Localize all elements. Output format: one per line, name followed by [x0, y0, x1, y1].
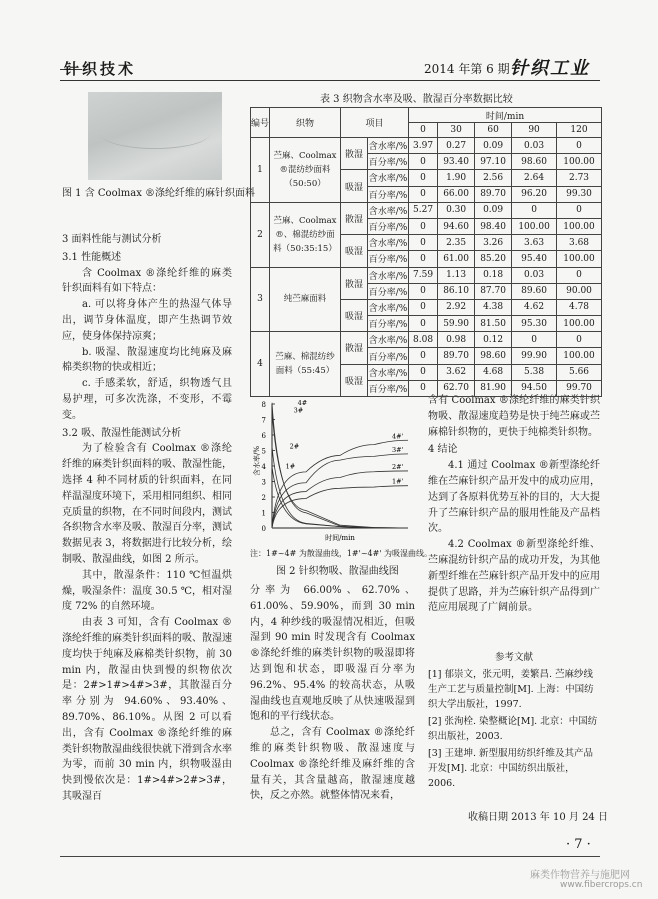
y-tick-label: 6 [261, 432, 266, 440]
value-cell: 95.30 [512, 316, 557, 332]
value-cell: 61.00 [438, 251, 475, 267]
table-row [251, 267, 602, 283]
fabric-name: 苎麻、Coolmax ®混纺纱面料（50:50） [270, 138, 341, 203]
mode-cell: 散湿 [341, 138, 368, 170]
moisture-table [250, 107, 602, 397]
fabric-number: 1 [251, 138, 270, 203]
metric-cell: 含水率/% [368, 364, 409, 380]
value-cell: 0 [557, 138, 602, 154]
series-line [272, 446, 408, 528]
time-header-cell: 90 [512, 123, 557, 138]
moisture-chart [250, 398, 415, 548]
value-cell: 0.12 [475, 332, 512, 348]
value-cell: 94.60 [438, 218, 475, 234]
mode-cell: 吸湿 [341, 235, 368, 267]
value-cell: 89.70 [475, 186, 512, 202]
value-cell: 100.00 [557, 348, 602, 364]
value-cell: 0.09 [475, 202, 512, 218]
y-tick-label: 8 [261, 401, 266, 409]
value-cell: 0.27 [438, 138, 475, 154]
value-cell: 2.92 [438, 299, 475, 315]
value-cell: 100.00 [557, 218, 602, 234]
value-cell: 3.26 [475, 235, 512, 251]
metric-cell: 百分率/% [368, 251, 409, 267]
reference-item: [2] 张洵栓. 染整概论[M]. 北京：中国纺织出版社，2003. [428, 716, 598, 742]
reference-item: [1] 郁崇文，张元明，姜繁昌. 苎麻纱线生产工艺与质量控制[M]. 上海：中国纺织大学出版社，1997. [428, 669, 594, 710]
metric-cell: 含水率/% [368, 138, 409, 154]
value-cell: 4.62 [512, 299, 557, 315]
series-label: 3# [293, 406, 304, 415]
metric-cell: 百分率/% [368, 186, 409, 202]
fabric-name: 纯苎麻面料 [270, 267, 341, 332]
value-cell: 3.63 [512, 235, 557, 251]
value-cell: 0 [409, 251, 438, 267]
paragraph: 分率为 66.00%、62.70%、61.00%、59.90%，而到 30 min 内，4 种纱线的吸湿情况相近，但吸湿到 90 min 时发现含有 Coolmax ®涤纶纤维的麻类针织物的吸湿即将达到饱和状态，即吸湿百分率为 96.2%、95.4% 的较高状态，从吸湿曲线也直观地反映了从快速吸湿到饱和的平行线状态。 [250, 585, 415, 723]
col-time: 时间/min [409, 108, 602, 123]
value-cell: 0 [557, 202, 602, 218]
value-cell: 5.66 [557, 364, 602, 380]
value-cell: 0 [409, 348, 438, 364]
series-label: 4#' [392, 432, 404, 441]
section-heading: 3.1 性能概述 [62, 251, 122, 263]
value-cell: 3.97 [409, 138, 438, 154]
metric-cell: 百分率/% [368, 348, 409, 364]
issue-label: 2014 年第 6 期 [424, 62, 510, 76]
value-cell: 94.50 [512, 380, 557, 396]
value-cell: 0 [409, 170, 438, 186]
value-cell: 0 [409, 186, 438, 202]
value-cell: 4.38 [475, 299, 512, 315]
value-cell: 100.00 [557, 251, 602, 267]
y-tick-label: 2 [261, 494, 266, 502]
table-body [251, 138, 602, 397]
fabric-name: 苎麻、棉混纺纱面料（55:45） [270, 332, 341, 397]
metric-cell: 含水率/% [368, 202, 409, 218]
reference-item: [3] 王建坤. 新型服用纺织纤维及其产品开发[M]. 北京：中国纺织出版社，2006. [428, 748, 594, 789]
value-cell: 99.90 [512, 348, 557, 364]
fabric-number: 2 [251, 202, 270, 267]
table-row [251, 138, 602, 154]
references-title: 参考文献 [494, 652, 533, 663]
value-cell: 81.90 [475, 380, 512, 396]
paragraph: 总之，含有 Coolmax ®涤纶纤维的麻类针织物吸、散湿速度与 Coolmax ®涤纶纤维及麻纤维的含量有关，其含量越高，散湿速度越快，反之亦然。就整体情况来看， [250, 727, 415, 802]
value-cell: 4.68 [475, 364, 512, 380]
value-cell: 98.60 [512, 154, 557, 170]
series-line [272, 440, 408, 528]
page-number: · 7 · [566, 837, 591, 852]
value-cell: 0 [409, 235, 438, 251]
value-cell: 2.64 [512, 170, 557, 186]
col-fabric: 织物 [270, 108, 341, 138]
value-cell: 0 [409, 380, 438, 396]
value-cell: 1.13 [438, 267, 475, 283]
y-tick-label: 5 [261, 447, 266, 456]
mode-cell: 散湿 [341, 202, 368, 234]
series-label: 4# [297, 398, 308, 407]
value-cell: 8.08 [409, 332, 438, 348]
value-cell: 0 [512, 202, 557, 218]
value-cell: 3.62 [438, 364, 475, 380]
value-cell: 0 [409, 316, 438, 332]
col-no: 编号 [251, 108, 270, 138]
section-heading: 4 结论 [428, 444, 458, 456]
series-line [272, 486, 408, 528]
received-date: 收稿日期 2013 年 10 月 24 日 [468, 812, 608, 823]
time-header-cell: 30 [438, 123, 475, 138]
value-cell: 0 [409, 364, 438, 380]
value-cell: 98.40 [475, 218, 512, 234]
references [428, 650, 600, 793]
value-cell: 66.00 [438, 186, 475, 202]
references-list [428, 667, 600, 791]
value-cell: 99.30 [557, 186, 602, 202]
section-title: 针织技术 [64, 60, 137, 78]
table-title: 表 3 织物含水率及吸、散湿百分率数据比较 [320, 94, 513, 105]
value-cell: 0 [409, 283, 438, 299]
y-tick-label: 3 [261, 478, 266, 487]
mode-cell: 散湿 [341, 267, 368, 299]
table-row [251, 332, 602, 348]
value-cell: 0.09 [475, 138, 512, 154]
time-header-cell: 60 [475, 123, 512, 138]
fabric-name: 苎麻、Coolmax ®、棉混纺纱面料（50:35:15） [270, 202, 341, 267]
value-cell: 62.70 [438, 380, 475, 396]
value-cell: 4.78 [557, 299, 602, 315]
paragraph: 由表 3 可知，含有 Coolmax ®涤纶纤维的麻类针织面料的吸、散湿速度均快于纯麻及麻棉类针织物，前 30 min 内，散湿由快到慢的织物依次是：2#>1#>4#>3#，其散湿百分率分别为 94.60%、93.40%、89.70%、86.10%。从图 2 可以看出，含有 Coolmax ®涤纶纤维的麻类针织物散湿曲线很快就下滑到含水率为零，而前 30 min 内，织物吸湿由快到慢依次是：1#>4#>2#>3#，其吸湿百 [62, 617, 232, 802]
value-cell: 100.00 [512, 218, 557, 234]
value-cell: 0.03 [512, 138, 557, 154]
metric-cell: 百分率/% [368, 380, 409, 396]
value-cell: 5.38 [512, 364, 557, 380]
series-label: 2# [289, 442, 300, 451]
fabric-number: 4 [251, 332, 270, 397]
value-cell: 93.40 [438, 154, 475, 170]
mode-cell: 吸湿 [341, 364, 368, 396]
value-cell: 7.59 [409, 267, 438, 283]
value-cell: 1.90 [438, 170, 475, 186]
header-rule [60, 80, 600, 81]
paragraph: 为了检验含有 Coolmax ®涤纶纤维的麻类针织面料的吸、散湿性能，选择 4 种不同材质的针织面料，在同样温湿度环境下，采用相同组织、相同克质量的织物，在不同时间段内，测试各织物含水率及吸、散湿百分率，测试数据见表 3，将数据进行比较分析，绘制吸、散湿曲线，如图 2 所示。 [62, 443, 232, 565]
y-tick-label: 1 [261, 509, 266, 518]
value-cell: 99.70 [557, 380, 602, 396]
watermark-site-name: 麻类作物营养与施肥网 [530, 870, 630, 881]
y-tick-label: 7 [261, 416, 266, 425]
value-cell: 95.40 [512, 251, 557, 267]
series-label: 2#' [392, 462, 404, 471]
middle-column [250, 583, 415, 804]
metric-cell: 含水率/% [368, 299, 409, 315]
y-tick-label: 4 [261, 463, 266, 471]
value-cell: 100.00 [557, 316, 602, 332]
value-cell: 5.27 [409, 202, 438, 218]
value-cell: 2.35 [438, 235, 475, 251]
left-column [62, 230, 232, 805]
paragraph: 4.2 Coolmax ®新型涤纶纤维、苎麻混纺针织产品的成功开发，为其他新型纤维在苎麻针织产品开发中的应用提供了思路，并为苎麻针织产品得到广范应用展现了广阔前景。 [428, 539, 600, 614]
y-tick-label: 0 [261, 525, 266, 533]
figure2-note: 注：1#~4# 为散湿曲线，1#'~4#' 为吸湿曲线。 [250, 549, 433, 558]
metric-cell: 百分率/% [368, 283, 409, 299]
value-cell: 0.98 [438, 332, 475, 348]
paragraph: 含有 Coolmax ®涤纶纤维的麻类针织物吸、散湿速度趋势是快于纯苎麻或苎麻棉针织物的，更快于纯棉类针织物。 [428, 395, 600, 438]
value-cell: 81.50 [475, 316, 512, 332]
paragraph: c. 手感柔软，舒适，织物透气且易护理，可多次洗涤，不变形，不霉变。 [62, 378, 232, 421]
value-cell: 0.30 [438, 202, 475, 218]
fabric-number: 3 [251, 267, 270, 332]
value-cell: 3.68 [557, 235, 602, 251]
footer-rule [60, 856, 600, 857]
value-cell: 86.10 [438, 283, 475, 299]
value-cell: 59.90 [438, 316, 475, 332]
value-cell: 0 [409, 154, 438, 170]
paragraph: 含 Coolmax ®涤纶纤维的麻类针织面料有如下特点： [62, 267, 232, 295]
value-cell: 100.00 [557, 154, 602, 170]
col-item: 项目 [341, 108, 409, 138]
value-cell: 2.73 [557, 170, 602, 186]
series-label: 3#' [392, 445, 404, 454]
mode-cell: 吸湿 [341, 299, 368, 331]
metric-cell: 百分率/% [368, 218, 409, 234]
section-heading: 3 面料性能与测试分析 [62, 234, 162, 245]
right-column [428, 393, 600, 616]
value-cell: 89.70 [438, 348, 475, 364]
series-label: 1#' [392, 477, 404, 486]
paragraph: a. 可以将身体产生的热湿气体导出，调节身体温度，即产生热调节效应，使身体保持凉爽； [62, 299, 232, 342]
value-cell: 0 [557, 267, 602, 283]
value-cell: 89.60 [512, 283, 557, 299]
mode-cell: 吸湿 [341, 170, 368, 202]
time-header-cell: 0 [409, 123, 438, 138]
series-label: 1# [285, 462, 296, 471]
x-axis-label: 时间/min [325, 534, 355, 542]
paragraph: 其中，散湿条件：110 ℃恒温烘燥，吸湿条件：温度 30.5 ℃，相对湿度 72% 的自然环境。 [62, 569, 232, 613]
paragraph: 4.1 通过 Coolmax ®新型涤纶纤维在苎麻针织产品开发中的成功应用，达到了各原料优势互补的目的，大大提升了苎麻针织产品的服用性能及产品档次。 [428, 460, 600, 535]
value-cell: 97.10 [475, 154, 512, 170]
paragraph: b. 吸湿、散湿速度均比纯麻及麻棉类织物的快或相近； [62, 346, 232, 374]
figure2-caption: 图 2 针织物吸、散湿曲线图 [276, 566, 399, 577]
value-cell: 0 [512, 332, 557, 348]
value-cell: 96.20 [512, 186, 557, 202]
mode-cell: 散湿 [341, 332, 368, 364]
metric-cell: 百分率/% [368, 154, 409, 170]
value-cell: 0.18 [475, 267, 512, 283]
watermark-url: www.fibercrops.cn [560, 880, 643, 890]
value-cell: 0 [557, 332, 602, 348]
journal-logo: 针织工业 [510, 58, 590, 79]
value-cell: 87.70 [475, 283, 512, 299]
metric-cell: 百分率/% [368, 316, 409, 332]
metric-cell: 含水率/% [368, 332, 409, 348]
metric-cell: 含水率/% [368, 235, 409, 251]
section-heading: 3.2 吸、散湿性能测试分析 [62, 427, 182, 439]
value-cell: 98.60 [475, 348, 512, 364]
value-cell: 2.56 [475, 170, 512, 186]
series-line [272, 471, 408, 528]
table-row [251, 202, 602, 218]
value-cell: 0.03 [512, 267, 557, 283]
value-cell: 0 [409, 218, 438, 234]
metric-cell: 含水率/% [368, 267, 409, 283]
value-cell: 85.20 [475, 251, 512, 267]
value-cell: 90.00 [557, 283, 602, 299]
value-cell: 0 [409, 299, 438, 315]
metric-cell: 含水率/% [368, 170, 409, 186]
figure1-caption: 图 1 含 Coolmax ®涤纶纤维的麻针织面料 [62, 188, 256, 199]
fabric-crease [100, 118, 210, 149]
y-axis-label: 含水率/% [253, 445, 261, 476]
time-header-cell: 120 [557, 123, 602, 138]
